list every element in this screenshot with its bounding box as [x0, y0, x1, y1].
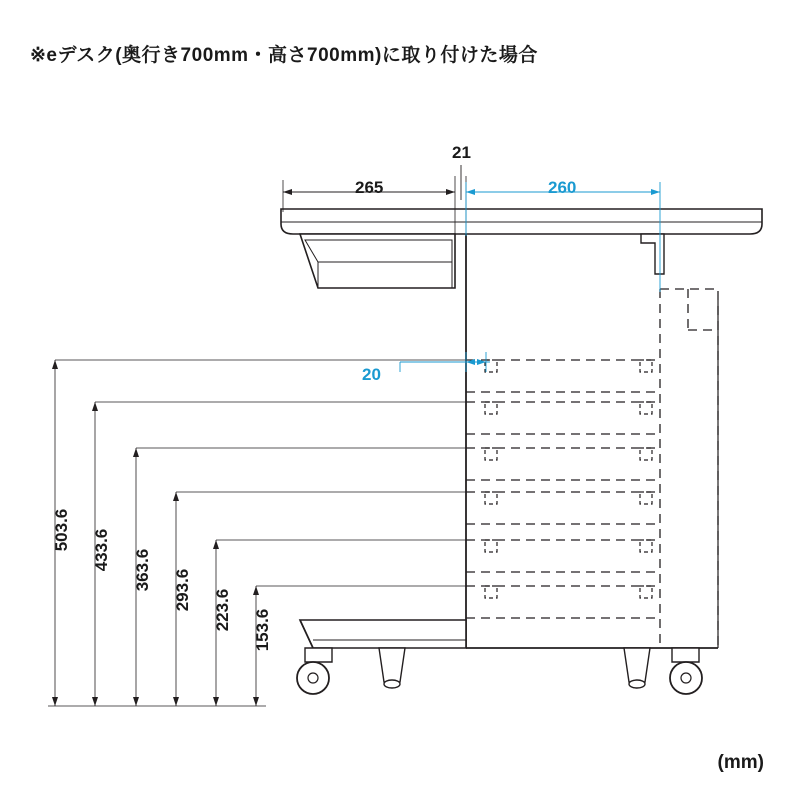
dimension-label-265: 265: [355, 178, 384, 197]
drawer-handles: [485, 360, 652, 598]
keyboard-tray: [300, 234, 455, 288]
dimension-label-433-6: 433.6: [92, 528, 111, 572]
dimension-label-363-6: 363.6: [133, 548, 152, 592]
dimension-label-503-6: 503.6: [52, 508, 71, 552]
unit-label: (mm): [717, 752, 764, 773]
dimension-label-223-6: 223.6: [213, 588, 232, 632]
dimension-label-293-6: 293.6: [173, 568, 192, 612]
desk-base: [300, 620, 466, 648]
hidden-drawer-outlines: [466, 289, 718, 648]
desk-top: [281, 209, 762, 234]
page-title: ※eデスク(奥行き700mm・高さ700mm)に取り付けた場合: [30, 45, 538, 66]
dimension-label-21: 21: [452, 143, 471, 162]
vertical-dimension-arrows: [52, 360, 259, 706]
dimension-label-20: 20: [362, 365, 381, 384]
dimension-label-260: 260: [548, 178, 577, 197]
casters: [297, 648, 702, 694]
dimension-label-153-6: 153.6: [253, 608, 272, 652]
mounting-bracket: [641, 234, 664, 274]
